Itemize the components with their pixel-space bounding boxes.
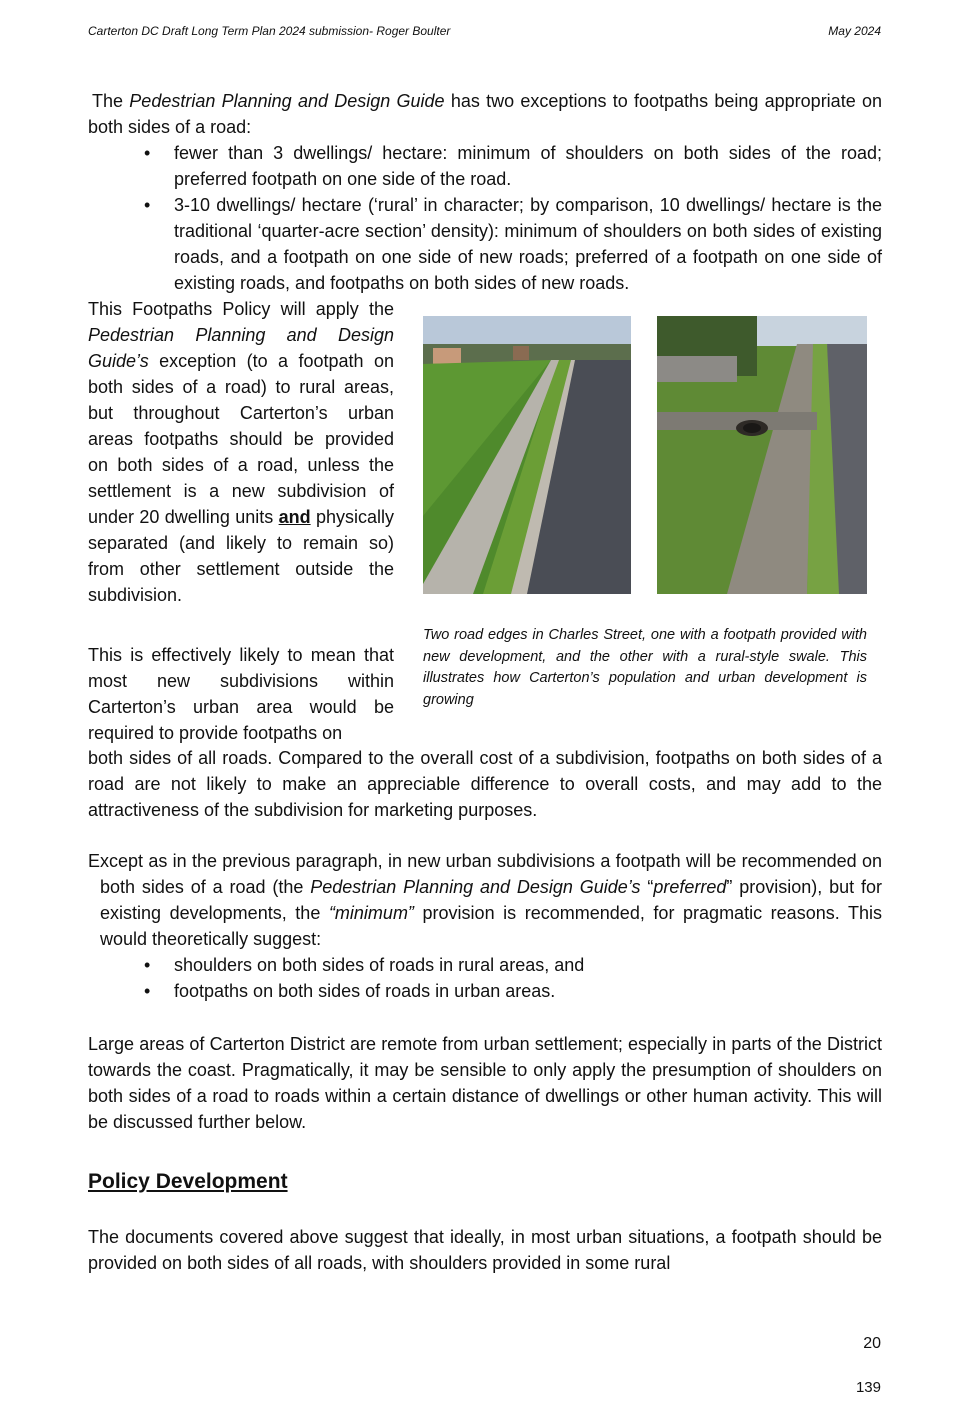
- swale-photo-image: [657, 316, 867, 594]
- effect-paragraph-narrow: This is effectively likely to mean that most new subdivisions within Carterton’s urban area would be required to provide footpaths on: [88, 645, 394, 743]
- list-item: • fewer than 3 dwellings/ hectare: minimum of shoulders on both sides of the road; preferred footpath on one side of the road.: [88, 140, 882, 192]
- list-item: • 3-10 dwellings/ hectare (‘rural’ in character; by comparison, 10 dwellings/ hectare is the traditional ‘quarter-acre section’ density): minimum of shoulders on both sides of existing roads, and a footpath on one side of new roads; preferred of a footpath on one side of existing roads, and footpaths on both sides of new roads.: [88, 192, 882, 296]
- page-number: 20: [863, 1335, 881, 1352]
- list-item: • shoulders on both sides of roads in rural areas, and: [88, 952, 882, 978]
- and-emphasis: and: [278, 507, 311, 527]
- bullet-icon: •: [144, 143, 151, 163]
- effect-paragraph-wide: both sides of all roads. Compared to the overall cost of a subdivision, footpaths on both sides of a road are not likely to make an appreciable difference to overall costs, and may add to the attractiveness of the subdivision for marketing purposes.: [88, 748, 882, 820]
- except-paragraph: Except as in the previous paragraph, in new urban subdivisions a footpath will be recommended on both sides of a road (the Pedestrian Planning and Design Guide’s “preferred” provision), but for existing developments, the “minimum” provision is recommended, for pragmatic reasons. This would theoretically suggest:: [88, 851, 882, 949]
- policy-paragraph: This Footpaths Policy will apply the Pedestrian Planning and Design Guide’s exception (to a footpath on both sides of a road) to rural areas, but throughout Carterton’s urban areas footpaths should be provided on both sides of a road, unless the settlement is a new subdivision of under 20 dwelling units and physically separated (and likely to remain so) from other settlement outside the subdivision.: [88, 299, 395, 605]
- photo-swale: [657, 316, 867, 594]
- policy-development-paragraph: The documents covered above suggest that ideally, in most urban situations, a footpath should be provided on both sides of all roads, with shoulders provided in some rural: [88, 1227, 882, 1273]
- section-heading: Policy Development: [88, 1170, 288, 1193]
- intro-paragraph: The Pedestrian Planning and Design Guide has two exceptions to footpaths being appropriate on both sides of a road:: [88, 91, 882, 137]
- photo-caption: Two road edges in Charles Street, one with a footpath provided with new development, and the other with a rural-style swale. This illustrates how Carterton’s population and urban development is growing: [423, 627, 867, 708]
- pdf-page-number: 139: [855, 1379, 881, 1396]
- header-date: May 2024: [828, 24, 881, 38]
- bullet-icon: •: [144, 955, 151, 975]
- bullet-icon: •: [144, 195, 151, 215]
- guide-title: Pedestrian Planning and Design Guide: [129, 91, 445, 111]
- bullet-icon: •: [144, 981, 151, 1001]
- photo-footpath: [423, 316, 631, 594]
- except-section: [88, 848, 882, 1004]
- large-areas-paragraph: Large areas of Carterton District are remote from urban settlement; especially in parts of the District towards the coast. Pragmatically, it may be sensible to only apply the presumption of shoulders on both sides of a road to roads within a certain distance of dwellings or other human activity. This will be discussed further below.: [88, 1034, 882, 1132]
- intro-section: [88, 88, 882, 296]
- footpath-photo-image: [423, 316, 631, 594]
- header-title: Carterton DC Draft Long Term Plan 2024 submission- Roger Boulter: [88, 24, 451, 38]
- list-item: • footpaths on both sides of roads in urban areas.: [88, 978, 882, 1004]
